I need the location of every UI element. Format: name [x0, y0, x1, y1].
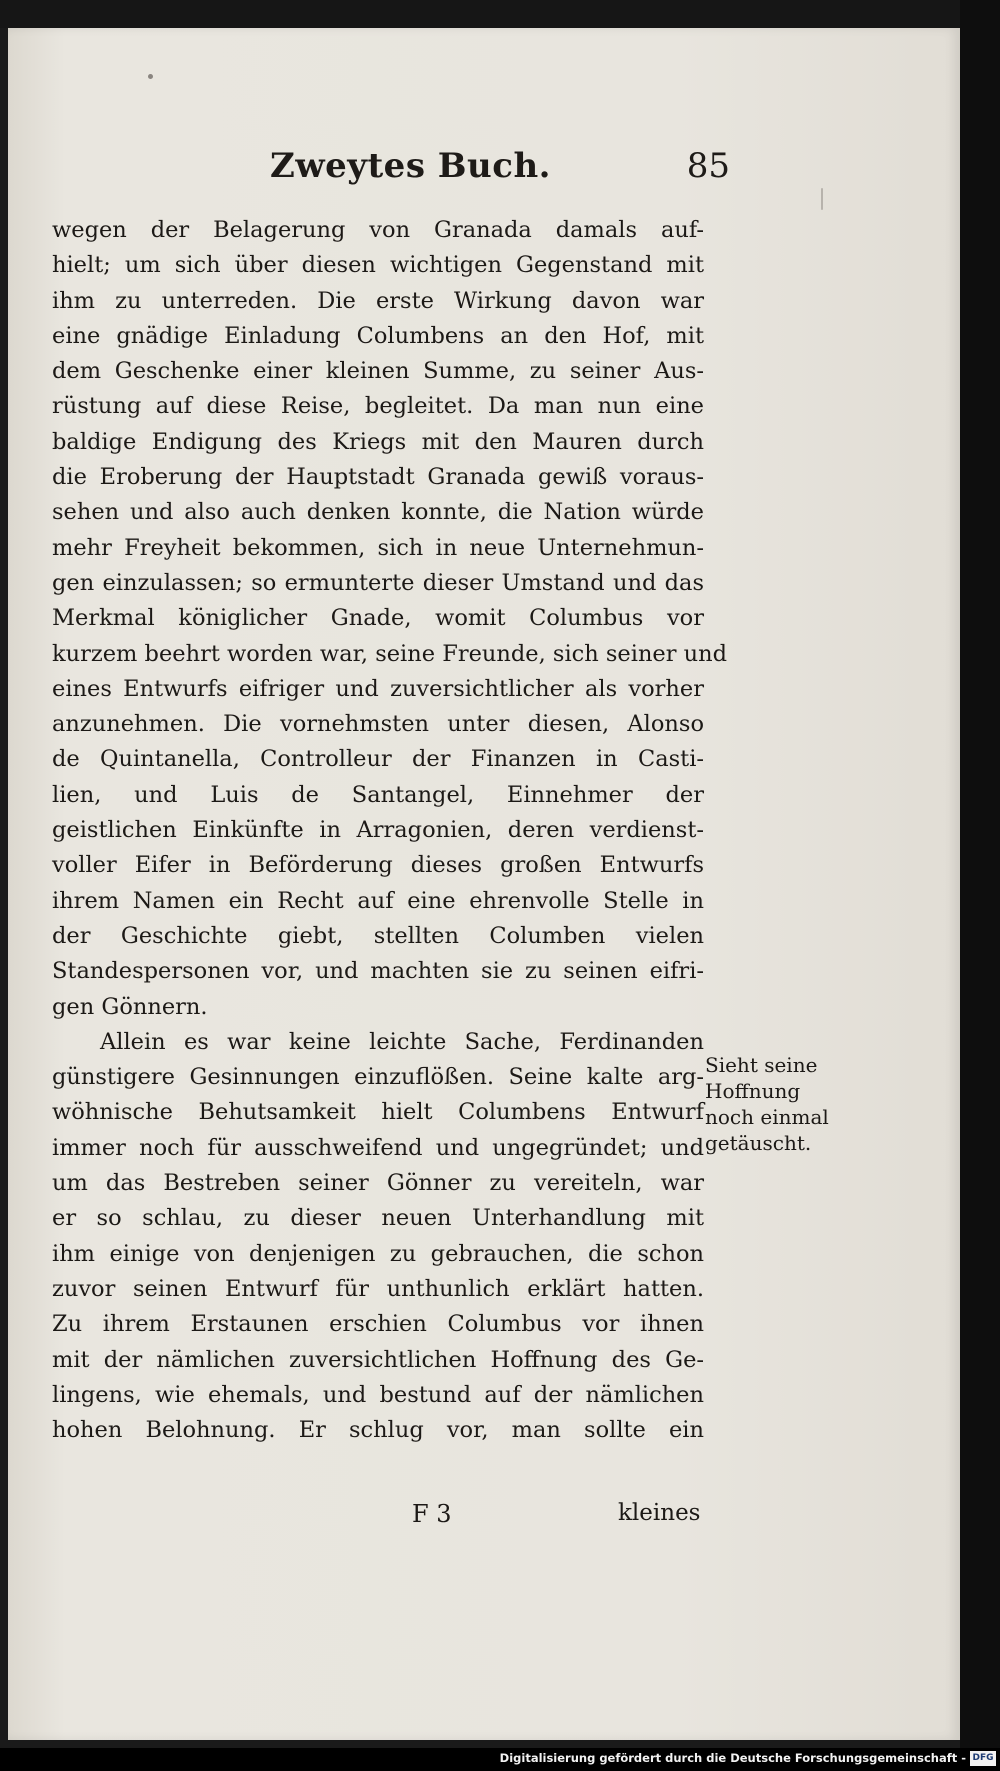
text-line: eine gnädige Einladung Columbens an den Hof, mit — [52, 322, 704, 349]
text-line: günstigere Gesinnungen einzuflößen. Seine kalte arg- — [52, 1064, 704, 1091]
text-line: dem Geschenke einer kleinen Summe, zu seiner Aus- — [52, 358, 704, 385]
text-line: baldige Endigung des Kriegs mit den Mauren durch — [52, 428, 704, 455]
page-number: 85 — [686, 146, 730, 186]
text-line: gen Gönnern. — [52, 993, 208, 1020]
text-line: Merkmal königlicher Gnade, womit Columbus vor — [52, 605, 704, 632]
text-line: um das Bestreben seiner Gönner zu vereiteln, war — [52, 1170, 704, 1197]
marginal-note-line: getäuscht. — [705, 1131, 812, 1155]
marginal-note-line: Sieht seine — [705, 1053, 818, 1077]
page-header — [270, 146, 730, 196]
text-line: die Eroberung der Hauptstadt Granada gewiß voraus- — [52, 464, 704, 491]
footer-bar — [0, 1748, 1000, 1771]
text-line: zuvor seinen Entwurf für unthunlich erklärt hatten. — [52, 1275, 704, 1302]
text-line: immer noch für ausschweifend und ungegründet; und — [52, 1134, 704, 1161]
running-title: Zweytes Buch. — [270, 146, 552, 186]
text-line: sehen und also auch denken konnte, die Nation würde — [52, 499, 704, 526]
text-line: Zu ihrem Erstaunen erschien Columbus vor ihnen — [52, 1311, 704, 1338]
text-line: kurzem beehrt worden war, seine Freunde, sich seiner und — [52, 640, 728, 667]
text-line: lien, und Luis de Santangel, Einnehmer der — [52, 781, 704, 808]
text-line: Standespersonen vor, und machten sie zu seinen eifri- — [52, 958, 704, 985]
text-line: voller Eifer in Beförderung dieses großen Entwurfs — [52, 852, 704, 879]
marginal-note-line: Hoffnung — [705, 1079, 801, 1103]
text-line: hohen Belohnung. Er schlug vor, man sollte ein — [52, 1417, 704, 1444]
scan-border-right — [960, 0, 1000, 1771]
text-line: er so schlau, zu dieser neuen Unterhandlung mit — [52, 1205, 704, 1232]
text-line: geistlichen Einkünfte in Arragonien, deren verdienst- — [52, 817, 704, 844]
text-line: de Quintanella, Controlleur der Finanzen in Casti- — [52, 746, 704, 773]
signature-mark: F 3 — [412, 1500, 452, 1528]
text-line: der Geschichte giebt, stellten Columben vielen — [52, 922, 704, 949]
text-line: wöhnische Behutsamkeit hielt Columbens Entwurf — [52, 1099, 704, 1126]
text-line: hielt; um sich über diesen wichtigen Gegenstand mit — [52, 252, 704, 279]
text-line: anzunehmen. Die vornehmsten unter diesen, Alonso — [52, 711, 704, 738]
text-line: eines Entwurfs eifriger und zuversichtlicher als vorher — [52, 675, 704, 702]
text-line: ihm einige von denjenigen zu gebrauchen, die schon — [52, 1240, 704, 1267]
paper-speck — [148, 74, 153, 79]
text-line: ihm zu unterreden. Die erste Wirkung davon war — [52, 287, 704, 314]
catchword: kleines — [618, 1500, 701, 1526]
text-line: mehr Freyheit bekommen, sich in neue Unternehmun- — [52, 534, 704, 561]
dfg-logo: DFG — [970, 1751, 996, 1766]
text-line: rüstung auf diese Reise, begleitet. Da man nun eine — [52, 393, 704, 420]
funding-credit: Digitalisierung gefördert durch die Deutsche Forschungsgemeinschaft - — [499, 1751, 966, 1765]
marginal-note — [705, 1052, 855, 1156]
text-line: gen einzulassen; so ermunterte dieser Umstand und das — [52, 569, 704, 596]
body-text — [52, 213, 728, 1448]
text-line: Allein es war keine leichte Sache, Ferdinanden — [100, 1028, 704, 1055]
text-line: ihrem Namen ein Recht auf eine ehrenvolle Stelle in — [52, 887, 704, 914]
marginal-note-line: noch einmal — [705, 1105, 829, 1129]
text-line: lingens, wie ehemals, und bestund auf der nämlichen — [52, 1381, 704, 1408]
text-line: wegen der Belagerung von Granada damals auf- — [52, 217, 704, 243]
paper-mark — [821, 188, 823, 210]
scan-border-top — [0, 0, 1000, 28]
text-line: mit der nämlichen zuversichtlichen Hoffnung des Ge- — [52, 1346, 704, 1373]
